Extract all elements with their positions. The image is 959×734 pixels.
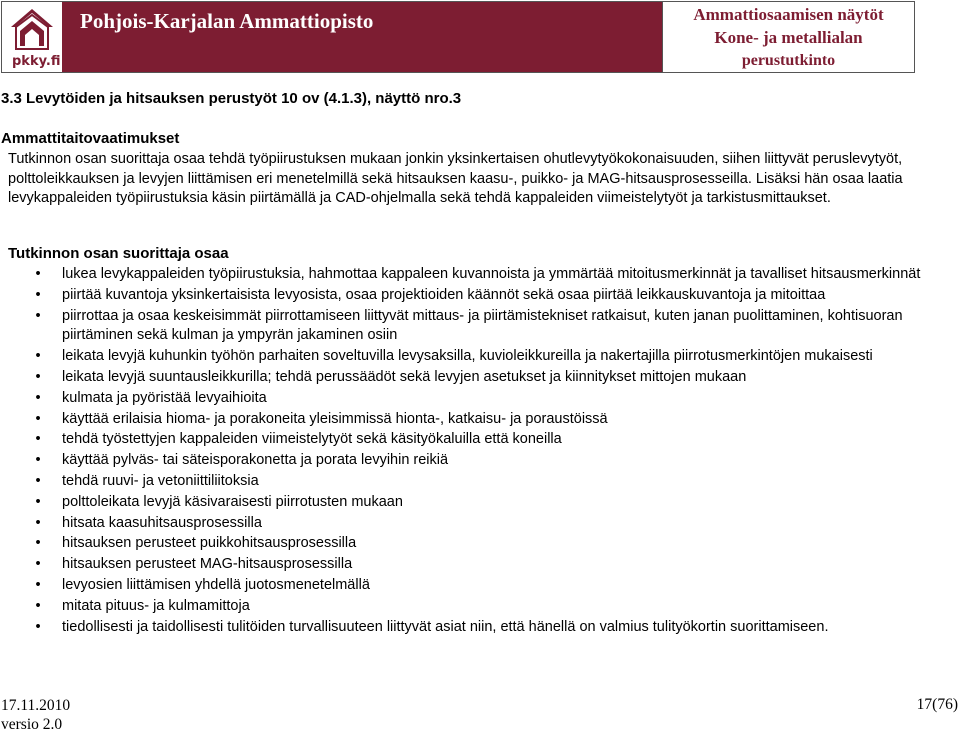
list-item-text: mitata pituus- ja kulmamittoja bbox=[62, 597, 250, 614]
list-item bbox=[32, 597, 957, 617]
list-item bbox=[32, 410, 957, 430]
requirements-list bbox=[32, 264, 957, 637]
bullet-icon: • bbox=[35, 368, 41, 385]
list-item-text: leikata levyjä suuntausleikkurilla; tehdä perussäädöt sekä levyjen asetukset ja kiinnitykset mittojen mukaan bbox=[62, 368, 747, 385]
list-item-text: leikata levyjä kuhunkin työhön parhaiten soveltuvilla levysaksilla, kuvioleikkureilla ja nakertajilla piirrotusmerkintöjen mukaisesti bbox=[62, 348, 873, 365]
logo-wordmark: pkky.fi bbox=[12, 54, 61, 69]
bullet-icon: • bbox=[35, 618, 41, 635]
list-item bbox=[32, 618, 957, 638]
header-banner bbox=[2, 2, 662, 72]
bullet-icon: • bbox=[35, 493, 41, 510]
list-heading: Tutkinnon osan suorittaja osaa bbox=[8, 245, 229, 262]
header-subtitle bbox=[662, 2, 914, 72]
list-item-text: hitsauksen perusteet MAG-hitsausprosessilla bbox=[62, 556, 353, 573]
list-item-text: piirtää kuvantoja yksinkertaisista levyosista, osaa projektioiden käännöt sekä osaa piirtää leikkauskuvantoja ja mitoittaa bbox=[62, 286, 826, 303]
list-item bbox=[32, 451, 957, 471]
page-number: 17(76) bbox=[916, 696, 958, 713]
bullet-icon: • bbox=[35, 514, 41, 531]
bullet-icon: • bbox=[35, 535, 41, 552]
bullet-icon: • bbox=[35, 266, 41, 282]
bullet-icon: • bbox=[35, 348, 41, 365]
list-item-text: tehdä työstettyjen kappaleiden viimeistelytyöt sekä käsityökaluilla että koneilla bbox=[62, 431, 562, 448]
bullet-icon: • bbox=[35, 307, 41, 324]
list-item-text: polttoleikata levyjä käsivaraisesti piirrotusten mukaan bbox=[62, 493, 403, 510]
list-item bbox=[32, 493, 957, 513]
list-item-text: lukea levykappaleiden työpiirustuksia, hahmottaa kappaleen kuvannoista ja ymmärtää mitoitusmerkinnät ja tavalliset hitsausmerkinnät bbox=[62, 266, 921, 282]
list-item bbox=[32, 286, 957, 306]
house-crest-icon bbox=[7, 5, 57, 55]
list-item bbox=[32, 472, 957, 492]
footer-meta bbox=[1, 696, 70, 734]
bullet-icon: • bbox=[35, 472, 41, 489]
organization-name: Pohjois-Karjalan Ammattiopisto bbox=[80, 9, 374, 33]
list-item bbox=[32, 576, 957, 596]
bullet-icon: • bbox=[35, 410, 41, 427]
bullet-icon: • bbox=[35, 556, 41, 573]
section-title: 3.3 Levytöiden ja hitsauksen perustyöt 10 ov (4.1.3), näyttö nro.3 bbox=[1, 90, 462, 107]
subtitle-line-3: perustutkinto bbox=[741, 51, 836, 69]
footer-version: versio 2.0 bbox=[1, 716, 63, 733]
bullet-icon: • bbox=[35, 576, 41, 593]
list-item bbox=[32, 307, 957, 347]
list-item-text: piirrottaa ja osaa keskeisimmät piirrottamiseen liittyvät mittaus- ja piirtämistekniset ratkaisut, kuten janan puolittaminen, kohtisuoran piirtäminen sekä kulman ja ympyrän jakaminen osiin bbox=[62, 307, 903, 344]
school-logo bbox=[2, 2, 63, 72]
list-item-text: hitsauksen perusteet puikkohitsausprosessilla bbox=[62, 535, 357, 552]
list-item-text: kulmata ja pyöristää levyaihioita bbox=[62, 389, 267, 406]
subtitle-line-1: Ammattiosaamisen näytöt bbox=[693, 4, 884, 24]
skills-heading: Ammattitaitovaatimukset bbox=[1, 130, 180, 147]
list-item bbox=[32, 389, 957, 409]
list-item-text: levyosien liittämisen yhdellä juotosmenetelmällä bbox=[62, 576, 370, 593]
list-item bbox=[32, 347, 957, 367]
list-item-text: tiedollisesti ja taidollisesti tulitöiden turvallisuuteen liittyvät asiat niin, että hänellä on valmius tulityökortin suorittamiseen. bbox=[62, 618, 829, 635]
list-item bbox=[32, 514, 957, 534]
list-item bbox=[32, 368, 957, 388]
list-item bbox=[32, 555, 957, 575]
page-header bbox=[1, 1, 915, 73]
bullet-icon: • bbox=[35, 597, 41, 614]
list-item-text: käyttää erilaisia hioma- ja porakoneita yleisimmissä hionta-, katkaisu- ja poraustöissä bbox=[62, 410, 608, 427]
bullet-icon: • bbox=[35, 452, 41, 469]
bullet-icon: • bbox=[35, 431, 41, 448]
subtitle-line-2: Kone- ja metallialan bbox=[714, 27, 863, 47]
list-item-text: hitsata kaasuhitsausprosessilla bbox=[62, 514, 262, 531]
intro-paragraph: Tutkinnon osan suorittaja osaa tehdä työpiirustuksen mukaan jonkin yksinkertaisen ohutlevytyökokonaisuuden, siihen liittyvät peruslevytyöt, polttoleikkauksen ja levyjen liittämisen eri menetelmillä sekä hitsauksen kaasu-, puikko- ja MAG-hitsausprosesseilla. Lisäksi hän osaa laatia levykappaleiden työpiirustuksia käsin piirtämällä ja CAD-ohjelmalla sekä tehdä kappaleiden viimeistelytyöt ja tarkistusmittaukset. bbox=[8, 151, 903, 207]
list-item bbox=[32, 534, 957, 554]
list-item-text: käyttää pylväs- tai säteisporakonetta ja porata levyihin reikiä bbox=[62, 452, 449, 469]
bullet-icon: • bbox=[35, 389, 41, 406]
list-item bbox=[32, 265, 957, 285]
list-item bbox=[32, 430, 957, 450]
list-item-text: tehdä ruuvi- ja vetoniittiliitoksia bbox=[62, 472, 259, 489]
bullet-icon: • bbox=[35, 286, 41, 303]
footer-date: 17.11.2010 bbox=[1, 697, 71, 714]
